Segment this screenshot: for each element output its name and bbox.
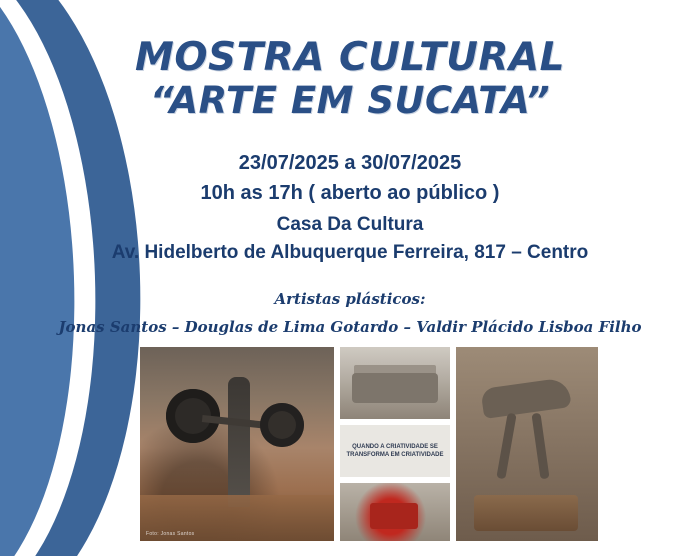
photo-metal-parts: [340, 347, 450, 419]
venue-name: Casa Da Cultura: [276, 213, 424, 235]
base-plate-shape: [474, 495, 578, 531]
figure-shape: [228, 377, 250, 507]
title-line-1: MOSTRA CULTURAL: [135, 35, 565, 80]
sign-text: QUANDO A CRIATIVIDADE SE TRANSFORMA EM CRIATIVIDADE: [346, 443, 444, 458]
bird-leg-left-shape: [496, 413, 516, 480]
photo-information-sign: [340, 425, 450, 477]
page-title: [0, 0, 700, 122]
bird-leg-right-shape: [531, 413, 549, 480]
photo-column-middle: [340, 347, 450, 541]
photo-collage: [140, 347, 598, 541]
photo-credit: Foto: Jonas Santos: [146, 531, 195, 537]
date-range: 23/07/2025 a 30/07/2025: [238, 151, 462, 174]
opening-hours: 10h as 17h ( aberto ao público ): [200, 182, 500, 205]
artists-names: Jonas Santos – Douglas de Lima Gotardo – Valdir Plácido Lisboa Filho: [58, 317, 642, 336]
photo-sculpture-figure: [140, 347, 334, 541]
photo-bird-sculpture: [456, 347, 598, 541]
bird-body-shape: [480, 377, 571, 419]
title-line-2: “ARTE EM SUCATA”: [149, 79, 551, 123]
artists-label: Artistas plásticos:: [274, 289, 426, 308]
venue-block: [0, 211, 700, 268]
photo-red-tractor: [340, 483, 450, 541]
event-dates: [0, 148, 700, 209]
venue-address: Av. Hidelberto de Albuquerque Ferreira, 817 – Centro: [111, 242, 589, 264]
